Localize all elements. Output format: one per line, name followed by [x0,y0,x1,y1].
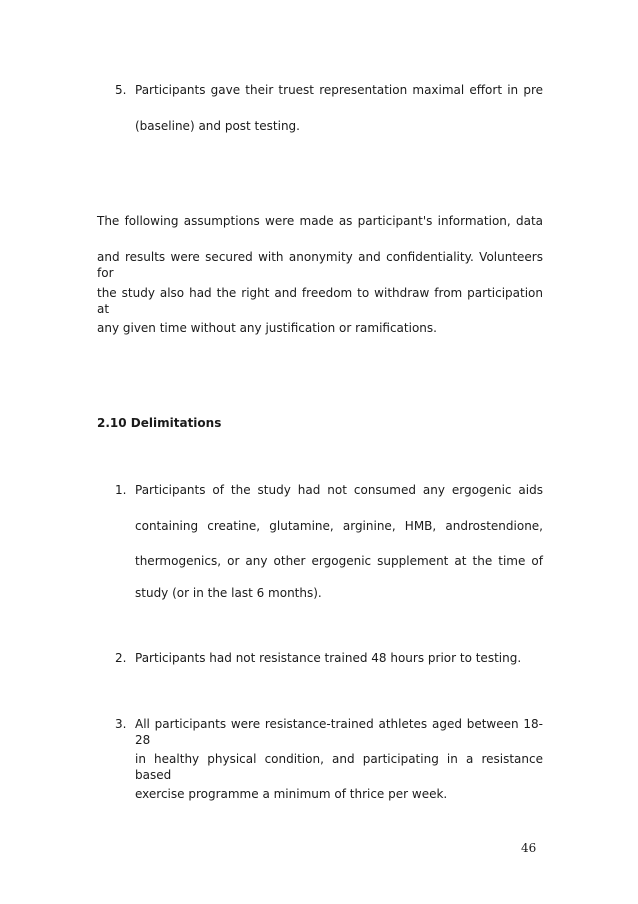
list-item-number: 3. [115,717,127,731]
paragraph-line: the study also had the right and freedom to withdraw from participation at [97,286,543,316]
list-item-number: 1. [115,483,127,497]
list-item-line: in healthy physical condition, and participating in a resistance based [135,752,543,782]
list-item-number: 5. [115,83,127,97]
list-item-line: All participants were resistance-trained athletes aged between 18-28 [135,717,543,747]
paragraph-line: The following assumptions were made as participant's information, data [97,214,543,228]
paragraph-line: any given time without any justification or ramifications. [97,321,437,335]
section-heading: 2.10 Delimitations [97,416,222,430]
list-item-line: (baseline) and post testing. [135,119,300,133]
list-item-line: containing creatine, glutamine, arginine, HMB, androstendione, [135,519,543,533]
list-item-number: 2. [115,651,127,665]
list-item-line: thermogenics, or any other ergogenic supplement at the time of [135,554,543,568]
list-item-line: Participants had not resistance trained 48 hours prior to testing. [135,651,522,665]
paragraph-line: and results were secured with anonymity and confidentiality. Volunteers for [97,250,543,280]
list-item-line: study (or in the last 6 months). [135,586,322,600]
page-number: 46 [521,841,537,855]
list-item-line: exercise programme a minimum of thrice per week. [135,787,448,801]
list-item-line: Participants of the study had not consumed any ergogenic aids [135,483,543,497]
list-item-line: Participants gave their truest representation maximal effort in pre [135,83,543,97]
